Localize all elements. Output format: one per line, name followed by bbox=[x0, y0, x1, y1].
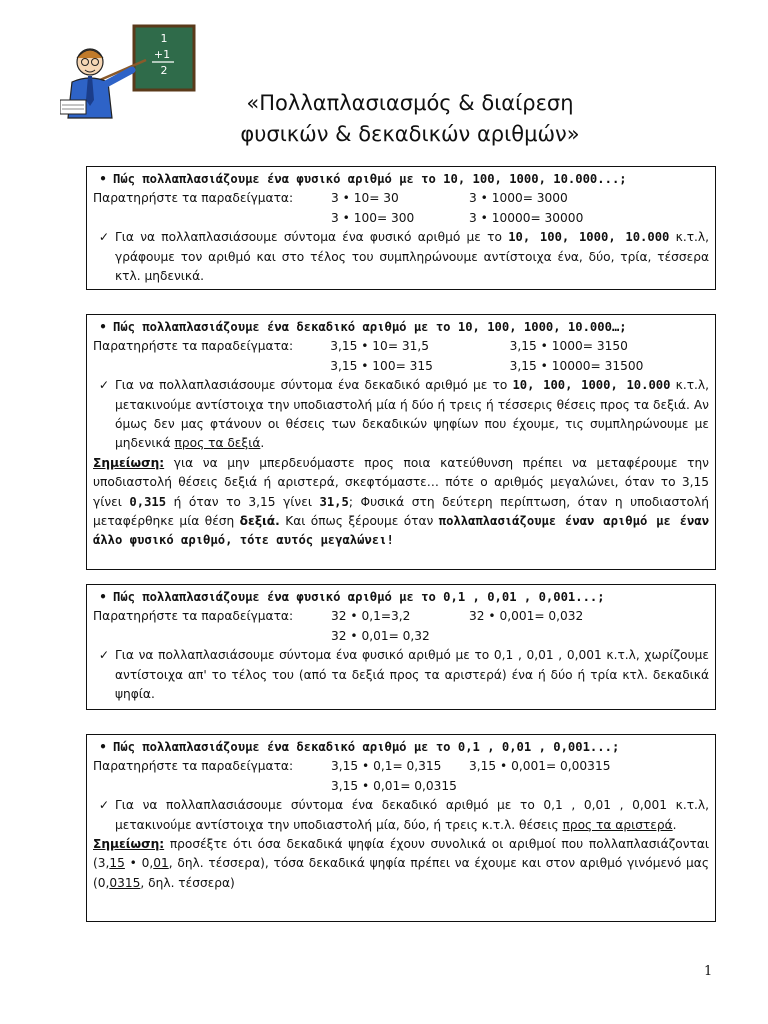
example: 3 • 100= 300 bbox=[331, 210, 415, 225]
example: 3,15 • 0,01= 0,0315 bbox=[331, 778, 457, 793]
example bbox=[469, 627, 669, 646]
example: 32 • 0,1=3,2 bbox=[331, 609, 411, 624]
example: 3,15 • 1000= 3150 bbox=[509, 339, 628, 354]
rule-paragraph: ✓ Για να πολλαπλασιάσουμε σύντομα ένα δεκαδικό αριθμό με το 0,1 , 0,01 , 0,001 κ.τ.λ, μετακινούμε αντίστοιχα την υποδιαστολή μία, δύο, ή τρεις κ.τ.λ. θέσεις προς τα αριστερά. bbox=[93, 796, 709, 835]
section-box-1 bbox=[86, 166, 716, 290]
examples-row bbox=[93, 627, 709, 646]
examples-label: Παρατηρήστε τα παραδείγματα: bbox=[93, 759, 294, 774]
example: 3 • 1000= 3000 bbox=[469, 191, 568, 206]
checkmark-icon: ✓ bbox=[98, 230, 110, 245]
example bbox=[469, 777, 669, 796]
example: 3 • 10000= 30000 bbox=[469, 210, 584, 225]
page-title-line-1: «Πολλαπλασιασμός & διαίρεση bbox=[246, 91, 574, 115]
section-box-2 bbox=[86, 314, 716, 570]
examples-label: Παρατηρήστε τα παραδείγματα: bbox=[93, 191, 294, 206]
examples-row bbox=[93, 357, 709, 376]
page-number: 1 bbox=[704, 964, 713, 979]
note-paragraph: Σημείωση: προσέξτε ότι όσα δεκαδικά ψηφία έχουν συνολικά οι αριθμοί που πολλαπλασιάζονται (3,15 • 0,01, δηλ. τέσσερα), τόσα δεκαδικά ψηφία πρέπει να έχουμε και στον αριθμό γινόμενό μας (0,0315, δηλ. τέσσερα) bbox=[93, 837, 709, 890]
board-text-3: 2 bbox=[160, 64, 168, 77]
example: 32 • 0,001= 0,032 bbox=[469, 609, 584, 624]
examples-label: Παρατηρήστε τα παραδείγματα: bbox=[93, 339, 294, 354]
section-box-4 bbox=[86, 734, 716, 922]
board-text-1: 1 bbox=[160, 32, 168, 45]
examples-row bbox=[93, 209, 709, 228]
checkmark-icon: ✓ bbox=[98, 648, 110, 663]
page-title-line-2: φυσικών & δεκαδικών αριθμών» bbox=[240, 122, 580, 146]
examples-row bbox=[93, 189, 709, 208]
checkmark-icon: ✓ bbox=[98, 378, 110, 393]
examples-row bbox=[93, 337, 709, 356]
example: 3,15 • 0,1= 0,315 bbox=[331, 759, 442, 774]
rule-paragraph: ✓ Για να πολλαπλασιάσουμε σύντομα ένα φυσικό αριθμό με το 10, 100, 1000, 10.000 κ.τ.λ, γράφουμε τον αριθμό και στο τέλος του συμπληρώνουμε αντίστοιχα ένα, δύο, τρία, τέσσερα κτλ. μηδενικά. bbox=[93, 228, 709, 286]
example: 3,15 • 0,001= 0,00315 bbox=[469, 759, 611, 774]
section-box-3 bbox=[86, 584, 716, 710]
section-question: • Πώς πολλαπλασιάζουμε ένα φυσικό αριθμό με το 0,1 , 0,01 , 0,001...; bbox=[99, 590, 605, 604]
examples-row bbox=[93, 757, 709, 776]
rule-paragraph: ✓ Για να πολλαπλασιάσουμε σύντομα ένα φυσικό αριθμό με το 0,1 , 0,01 , 0,001 κ.τ.λ, χωρίζουμε αντίστοιχα απ' το τέλος του (από τα δεξιά προς τα αριστερά) ένα ή δύο ή τρία κτλ. δεκαδικά ψηφία. bbox=[93, 646, 709, 704]
checkmark-icon: ✓ bbox=[98, 798, 110, 813]
examples-row bbox=[93, 777, 709, 796]
note-paragraph: Σημείωση: για να μην μπερδευόμαστε προς ποια κατεύθυνση πρέπει να μεταφέρουμε την υποδιαστολή θέσεις δεξιά ή αριστερά, σκεφτόμαστε… πότε ο αριθμός μεγαλώνει, όταν το 3,15 γίνει 0,315 ή όταν το 3,15 γίνει 31,5; Φυσικά στη δεύτερη περίπτωση, όταν η υποδιαστολή μεταφέρθηκε μία θέση δεξιά. Και όπως ξέρουμε όταν πολλαπλασιάζουμε έναν αριθμό με έναν άλλο φυσικό αριθμό, τότε αυτός μεγαλώνει! bbox=[93, 455, 710, 548]
example: 3,15 • 10000= 31500 bbox=[509, 358, 644, 373]
section-question: • Πώς πολλαπλασιάζουμε ένα δεκαδικό αριθμό με το 0,1 , 0,01 , 0,001...; bbox=[99, 740, 620, 754]
example: 3 • 10= 30 bbox=[331, 191, 399, 206]
example: 32 • 0,01= 0,32 bbox=[331, 628, 430, 643]
board-text-2: +1 bbox=[153, 48, 171, 61]
example: 3,15 • 100= 315 bbox=[330, 358, 433, 373]
section-question: • Πώς πολλαπλασιάζουμε ένα δεκαδικό αριθμό με το 10, 100, 1000, 10.000…; bbox=[99, 320, 627, 334]
examples-label: Παρατηρήστε τα παραδείγματα: bbox=[93, 609, 294, 624]
section-question: • Πώς πολλαπλασιάζουμε ένα φυσικό αριθμό με το 10, 100, 1000, 10.000...; bbox=[99, 172, 627, 186]
rule-paragraph: ✓ Για να πολλαπλασιάσουμε σύντομα ένα δεκαδικό αριθμό με το 10, 100, 1000, 10.000 κ.τ.λ, μετακινούμε αντίστοιχα την υποδιαστολή μία ή δύο ή τρεις ή τέσσερις θέσεις προς τα δεξιά. Αν όμως δεν μας φτάνουν οι θέσεις των δεκαδικών ψηφίων που έχουμε, τις συμπληρώνουμε με μηδενικά προς τα δεξιά. bbox=[93, 376, 709, 454]
example: 3,15 • 10= 31,5 bbox=[330, 339, 430, 354]
examples-row bbox=[93, 607, 709, 626]
